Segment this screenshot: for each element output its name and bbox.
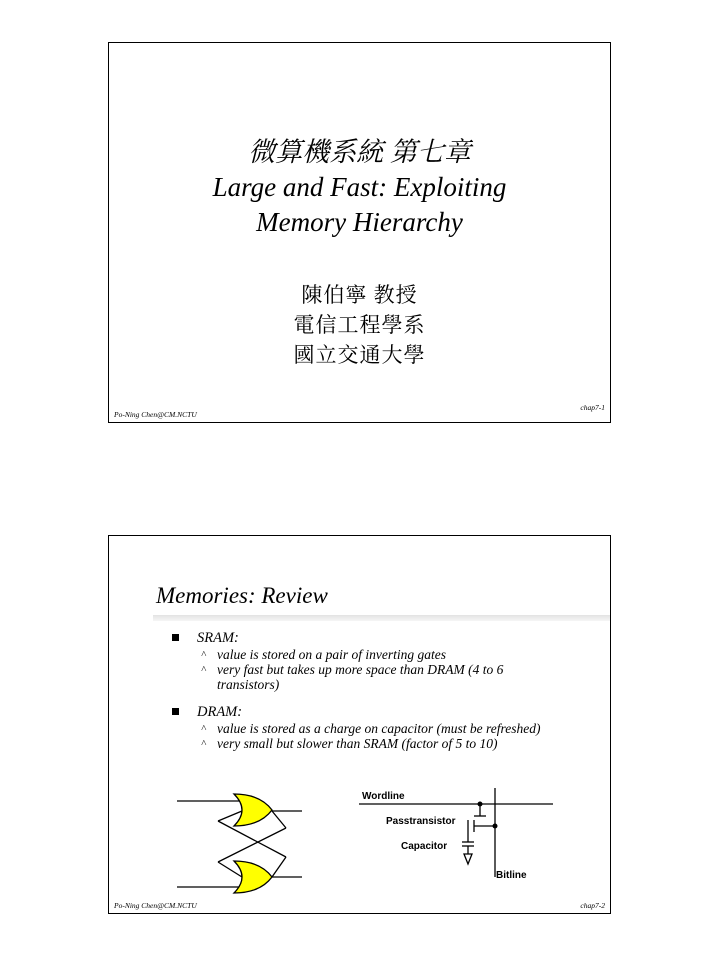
- memory-circuit-diagram: [109, 536, 610, 913]
- sub-bullet: ˄ value is stored as a charge on capacitor (must be refreshed): [201, 721, 541, 736]
- sram-latch: [177, 801, 302, 887]
- capacitor-label: Capacitor: [401, 841, 448, 852]
- slide-2-title: Memories: Review: [156, 583, 328, 608]
- bullet-label: DRAM:: [197, 704, 243, 720]
- nor-gate-top: [234, 794, 272, 826]
- footer-page: chap7-1: [580, 403, 605, 412]
- slide-2: [108, 535, 611, 914]
- footer-author: Po-Ning Chen@CM.NCTU: [114, 410, 197, 419]
- arrow-bullet-icon: ˄: [201, 649, 207, 660]
- author-block: [109, 280, 610, 370]
- sub-bullet: ˄ value is stored on a pair of inverting gates: [201, 647, 446, 662]
- footer-page: chap7-2: [580, 901, 605, 910]
- arrow-bullet-icon: ˄: [201, 738, 207, 749]
- bullet-label: SRAM:: [197, 630, 239, 646]
- sub-bullet: ˄ very fast but takes up more space than DRAM (4 to 6: [201, 662, 504, 677]
- slide-1-title: [109, 135, 610, 240]
- arrow-bullet-icon: ˄: [201, 723, 207, 734]
- arrow-bullet-icon: ˄: [201, 664, 207, 675]
- author-department: 電信工程學系: [293, 313, 426, 337]
- author-name: 陳伯寧 教授: [301, 283, 418, 307]
- bitline-label: Bitline: [496, 870, 527, 881]
- slide-1: [108, 42, 611, 423]
- footer-author: Po-Ning Chen@CM.NCTU: [114, 901, 197, 910]
- title-line-english-2: Memory Hierarchy: [256, 207, 463, 237]
- bitline-junction: [493, 824, 498, 829]
- author-university: 國立交通大學: [293, 343, 426, 367]
- wordline-junction: [478, 802, 483, 807]
- title-line-chinese: 微算機系統 第七章: [248, 137, 471, 167]
- sub-bullet: ˄ very small but slower than SRAM (factor of 5 to 10): [201, 736, 498, 751]
- nor-gate-bottom: [234, 861, 272, 893]
- sub-bullet-continuation: transistors): [217, 677, 280, 692]
- wordline-label: Wordline: [362, 791, 405, 802]
- title-line-english-1: Large and Fast: Exploiting: [212, 172, 507, 202]
- passtransistor-label: Passtransistor: [386, 816, 456, 827]
